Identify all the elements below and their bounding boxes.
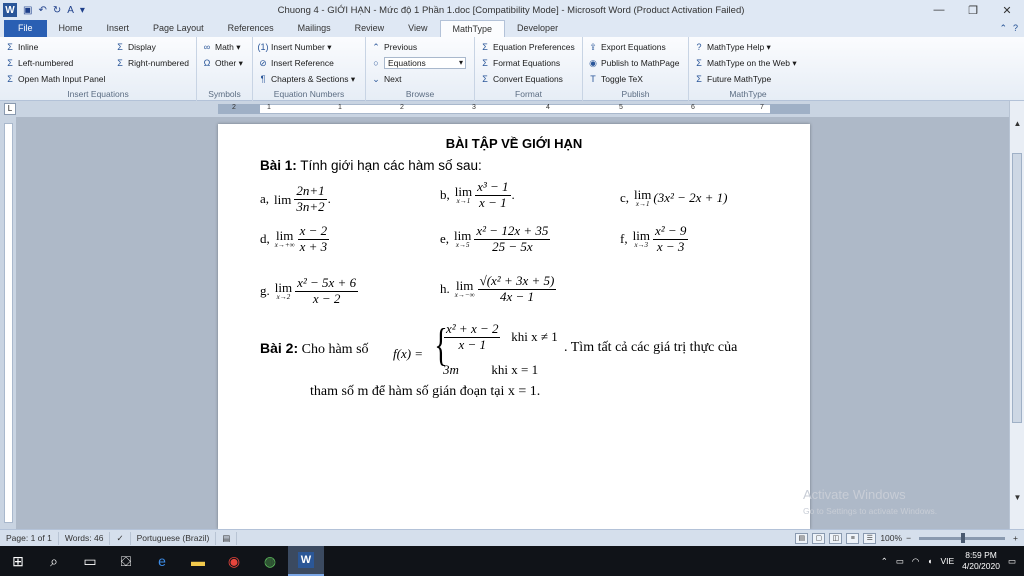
group-label: Symbols: [208, 89, 241, 99]
previous-button[interactable]: ⌃ Previous: [370, 39, 466, 55]
chapters-sections-button[interactable]: ¶ Chapters & Sections ▾: [257, 71, 355, 87]
ribbon: [0, 37, 1024, 101]
next-button[interactable]: ⌄ Next: [370, 71, 466, 87]
tab-mailings[interactable]: Mailings: [297, 23, 331, 33]
exercise-2-after: . Tìm tất cả các giá trị thực của: [564, 340, 738, 355]
minimize-ribbon-icon[interactable]: ⌃: [999, 23, 1007, 33]
exercise-b: b, lim x→1 $\frac{\text{x³ − 1}}{x - 1}$ .: [440, 179, 515, 210]
zoom-level[interactable]: 100%: [880, 533, 903, 543]
insert-reference-button[interactable]: ⊘ Insert Reference: [257, 55, 355, 71]
group-label: MathType: [729, 89, 767, 99]
restore-button[interactable]: ❐: [968, 4, 978, 17]
chapters-icon: ¶: [260, 74, 266, 84]
vertical-ruler[interactable]: [0, 117, 16, 529]
tab-view[interactable]: View: [408, 23, 428, 33]
group-label: Browse: [405, 89, 435, 99]
ruler-number: 1: [267, 104, 271, 111]
exercise-d: d, lim x→+∞ $\frac{x - 2}{x + 3}$: [260, 223, 328, 254]
page-count[interactable]: Page: 1 of 1: [0, 532, 59, 545]
zoom-in-button[interactable]: +: [1013, 533, 1018, 543]
activate-windows-watermark: Activate Windows: [803, 487, 906, 502]
inline-button[interactable]: Σ Inline: [4, 39, 105, 55]
document-page[interactable]: BÀI TẬP VỀ GIỚI HẠN Bài 1: Tính giới hạn các hàm số sau: a, lim $\frac{2n+1}{3n+2}$ . b, lim x→1 $\frac{\text{x³ − 1}}{x - 1}$ . c, lim x→1 (3x² − 2x + 1) d, lim x→+∞ $\frac{x - 2}{x + 3}$ e, lim x→5 $\frac{\text{x² − 12x + 35}}{25 - 5x}$ f, lim x→3 $\frac{\text{x² − 9}}{x - 3}$ g. lim x→2 $\frac{\text{x² − 5x + 6}}{x - 2}$ h. lim x→−∞ $\frac{\text{√(x² + 3x + 5)}}{4x - 1}$ Bài 2: Cho hàm số f(x) = { $\frac{\text{x² + x − 2}}{x - 1}$ khi x ≠ 1 3m khi x = 1 . Tìm tất cả các giá trị thực của tham số m để hàm số gián đoạn tại x = 1.: [218, 124, 810, 529]
format-icon: Σ: [482, 58, 488, 68]
mathtype-help-button[interactable]: ? MathType Help ▾: [693, 39, 797, 55]
insert-number-button[interactable]: (1) Insert Number ▾: [257, 39, 355, 55]
vertical-scrollbar[interactable]: [1009, 101, 1024, 529]
right-numbered-button[interactable]: Σ Right-numbered: [114, 55, 189, 71]
other-symbols-button[interactable]: Ω Other ▾: [201, 55, 243, 71]
ruler-number: 4: [546, 104, 550, 111]
system-clock[interactable]: 8:59 PM 4/20/2020: [962, 550, 1000, 571]
document-title: BÀI TẬP VỀ GIỚI HẠN: [445, 136, 583, 151]
sigma-icon: Σ: [7, 58, 13, 68]
group-label: Insert Equations: [67, 89, 129, 99]
minimize-button[interactable]: —: [933, 3, 945, 16]
horizontal-ruler[interactable]: [0, 101, 1024, 117]
language-indicator[interactable]: Portuguese (Brazil): [131, 532, 217, 545]
format-painter-icon[interactable]: A: [67, 4, 74, 16]
print-layout-view-icon[interactable]: ▤: [795, 533, 808, 544]
tab-page-layout[interactable]: Page Layout: [153, 23, 204, 33]
tex-icon: T: [590, 74, 596, 84]
export-equations-button[interactable]: ⇪ Export Equations: [587, 39, 679, 55]
convert-equations-button[interactable]: Σ Convert Equations: [479, 71, 575, 87]
group-symbols: [197, 37, 253, 101]
tab-review[interactable]: Review: [354, 23, 385, 33]
convert-icon: Σ: [482, 74, 488, 84]
exercise-a: a, lim $\frac{2n+1}{3n+2}$ .: [260, 183, 331, 214]
window-title: Chuong 4 - GIỚI HẠN - Mức độ 1 Phần 1.doc [Compatibility Mode] - Microsoft Word (Product Activation Failed): [277, 4, 745, 16]
tab-mathtype[interactable]: MathType: [440, 20, 506, 37]
file-explorer-icon[interactable]: ▬: [191, 553, 205, 569]
redo-icon[interactable]: ↻: [52, 4, 62, 16]
edge-icon[interactable]: e: [158, 553, 166, 569]
ruler-number: 5: [619, 104, 623, 111]
up-arrow-icon: ⌃: [372, 42, 380, 52]
preferences-icon: Σ: [482, 42, 488, 52]
battery-icon[interactable]: ▭: [895, 555, 904, 566]
help-icon[interactable]: ?: [1012, 23, 1018, 33]
toggle-tex-button[interactable]: T Toggle TeX: [587, 71, 679, 87]
down-arrow-icon: ⌄: [372, 74, 380, 84]
exercise-1-heading: Bài 1: Tính giới hạn các hàm số sau:: [260, 158, 482, 173]
group-label: Equation Numbers: [273, 89, 345, 99]
web-layout-view-icon[interactable]: ◫: [829, 533, 842, 544]
chrome-icon[interactable]: ◉: [227, 552, 241, 569]
group-equation-numbers: [253, 37, 366, 101]
omega-icon: Ω: [203, 58, 211, 68]
sigma-icon: Σ: [117, 42, 123, 52]
scroll-down-icon[interactable]: ▼: [1013, 493, 1022, 502]
app-icon[interactable]: ◍: [263, 552, 277, 569]
tab-file[interactable]: File: [4, 20, 47, 37]
exercise-2-line1: Bài 2: Cho hàm số: [260, 340, 369, 357]
group-insert-equations: [0, 37, 197, 101]
tab-references[interactable]: References: [227, 23, 274, 33]
left-numbered-button[interactable]: Σ Left-numbered: [4, 55, 105, 71]
format-equations-button[interactable]: Σ Format Equations: [479, 55, 575, 71]
sigma-icon: Σ: [117, 58, 123, 68]
draft-view-icon[interactable]: ☰: [863, 533, 876, 544]
ribbon-tabs: [0, 20, 1024, 37]
equation-preferences-button[interactable]: Σ Equation Preferences: [479, 39, 575, 55]
reference-icon: ⊘: [259, 58, 267, 68]
group-label: Publish: [621, 89, 650, 99]
scrollbar-thumb[interactable]: [1012, 153, 1022, 423]
sigma-icon: Σ: [7, 74, 13, 84]
sigma-icon: Σ: [7, 42, 13, 52]
store-icon[interactable]: ⛋: [120, 552, 132, 569]
ruler-number: 2: [400, 104, 404, 111]
task-view-icon[interactable]: ▭: [83, 552, 97, 569]
scroll-up-icon[interactable]: ▲: [1013, 119, 1022, 128]
search-icon[interactable]: ⌕: [50, 552, 58, 569]
exercise-h: h. lim x→−∞ $\frac{\text{√(x² + 3x + 5)}}{4x - 1}$: [440, 273, 555, 304]
open-math-input-panel-button[interactable]: Σ Open Math Input Panel: [4, 71, 105, 87]
future-mathtype-button[interactable]: Σ Future MathType: [693, 71, 797, 87]
group-mathtype: [689, 37, 807, 101]
mathtype-web-button[interactable]: Σ MathType on the Web ▾: [693, 55, 797, 71]
input-language[interactable]: VIE: [940, 556, 955, 566]
ruler-number: 3: [472, 104, 476, 111]
close-button[interactable]: ✕: [1002, 4, 1012, 17]
volume-icon[interactable]: ◖: [927, 556, 933, 566]
status-bar: [0, 529, 1024, 546]
tab-home[interactable]: Home: [58, 23, 83, 33]
save-icon[interactable]: ▣: [23, 4, 33, 16]
word-icon[interactable]: W: [288, 546, 324, 576]
exercise-g: g. lim x→2 $\frac{\text{x² − 5x + 6}}{x - 2}$: [260, 275, 357, 306]
number-icon: (1): [257, 42, 269, 52]
notifications-icon[interactable]: ▭: [1007, 555, 1016, 566]
exercise-2-line2: tham số m để hàm số gián đoạn tại x = 1.: [310, 384, 541, 399]
zoom-slider[interactable]: [919, 537, 1005, 540]
outline-view-icon[interactable]: ≡: [846, 533, 859, 544]
zoom-out-button[interactable]: −: [906, 533, 912, 543]
ruler-number: 7: [760, 104, 764, 111]
group-label: Format: [515, 89, 542, 99]
globe-icon: ◉: [589, 58, 597, 68]
exercise-c: c, lim x→1 (3x² − 2x + 1): [620, 187, 728, 208]
exercise-e: e, lim x→5 $\frac{\text{x² − 12x + 35}}{25 - 5x}$: [440, 223, 549, 254]
undo-icon[interactable]: ↶: [38, 4, 47, 16]
infinity-icon: ∞: [203, 42, 211, 52]
display-button[interactable]: Σ Display: [114, 39, 189, 55]
future-icon: Σ: [696, 74, 702, 84]
web-icon: Σ: [696, 58, 702, 68]
tab-selector-icon[interactable]: L: [4, 103, 16, 115]
windows-taskbar: [0, 546, 1024, 576]
macro-icon[interactable]: ▤: [216, 532, 237, 545]
group-format: [475, 37, 583, 101]
windows-start-icon[interactable]: ⊞: [12, 552, 24, 569]
target-icon: ○: [373, 58, 379, 68]
ruler-number: 2: [232, 104, 236, 111]
math-symbols-button[interactable]: ∞ Math ▾: [201, 39, 243, 55]
title-bar: [0, 0, 1024, 20]
group-publish: [583, 37, 689, 101]
word-logo-icon[interactable]: W: [3, 3, 17, 17]
quick-access-toolbar: [0, 3, 130, 17]
tab-insert[interactable]: Insert: [106, 23, 130, 33]
publish-to-mathpage-button[interactable]: ◉ Publish to MathPage: [587, 55, 679, 71]
network-icon[interactable]: ◠: [911, 555, 920, 566]
word-count[interactable]: Words: 46: [59, 532, 111, 545]
proofing-icon[interactable]: ✓: [110, 532, 130, 545]
activate-windows-hint: Go to Settings to activate Windows.: [803, 506, 938, 516]
export-icon: ⇪: [589, 42, 597, 52]
ruler-number: 1: [338, 104, 342, 111]
group-browse: [366, 37, 475, 101]
ruler-number: 6: [691, 104, 695, 111]
tray-expand-icon[interactable]: ⌃: [880, 555, 888, 566]
full-screen-view-icon[interactable]: ▢: [812, 533, 825, 544]
exercise-f: f, lim x→3 $\frac{\text{x² − 9}}{x - 3}$: [620, 223, 687, 254]
customize-icon[interactable]: ▾: [79, 4, 85, 16]
browse-dropdown[interactable]: ○ Equations ▾: [370, 55, 466, 71]
tab-developer[interactable]: Developer: [517, 23, 559, 33]
help-icon: ?: [696, 42, 702, 52]
